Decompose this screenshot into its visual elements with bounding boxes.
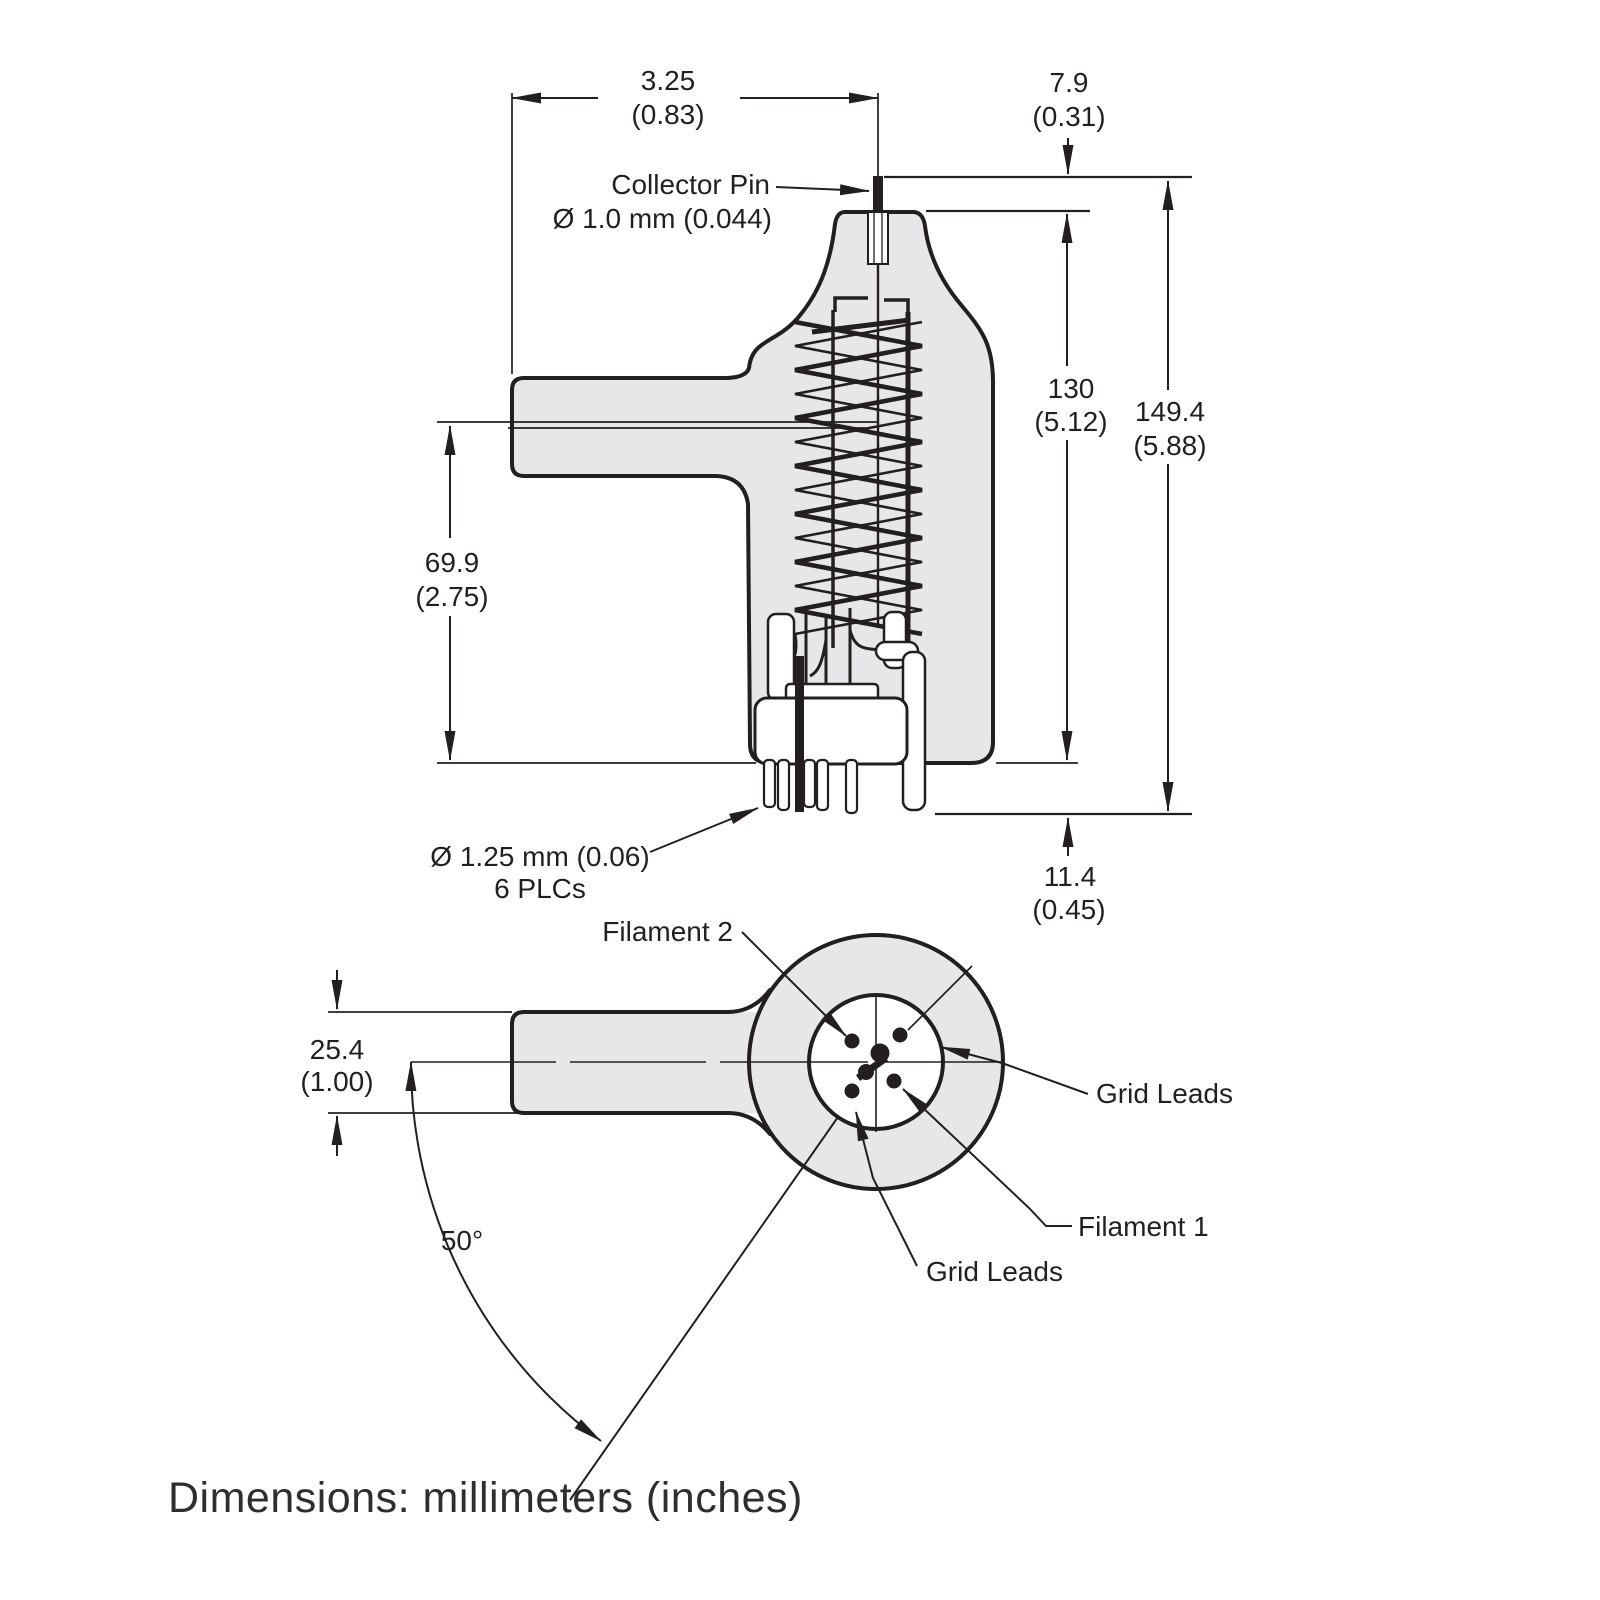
collector-pin-label <box>553 169 869 234</box>
filament2-label: Filament 2 <box>602 916 733 947</box>
dim-width <box>512 65 878 130</box>
dim-tube-in: (1.00) <box>300 1066 374 1097</box>
dim-width-mm: 3.25 <box>640 65 696 96</box>
dim-port-to-base-mm: 69.9 <box>424 547 480 578</box>
collector-lead-pin <box>795 656 804 812</box>
pin-diameter-label <box>430 808 758 904</box>
side-view <box>415 65 1206 925</box>
dim-pin-top-in: (0.31) <box>1032 101 1106 132</box>
angle-arc <box>411 1062 601 1441</box>
filament1-lead-dot <box>887 1074 902 1089</box>
angle-radial-line <box>570 1117 838 1500</box>
grid-lead-dot-lower <box>845 1084 860 1099</box>
grid-leads-bottom-label: Grid Leads <box>926 1256 1063 1287</box>
filament2-lead-dot <box>845 1034 860 1049</box>
dim-pin-protrusion-in: (0.45) <box>1032 894 1106 925</box>
dim-glass-height-mm: 130 <box>1047 373 1095 404</box>
dim-width-in: (0.83) <box>631 99 705 130</box>
pin-diameter-label-line2: 6 PLCs <box>494 873 586 904</box>
dim-pin-protrusion-mm: 11.4 <box>1043 861 1097 892</box>
dim-overall-height <box>1133 181 1206 811</box>
dim-overall-height-in: (5.88) <box>1133 430 1207 461</box>
grid-leads-right-label: Grid Leads <box>1096 1078 1233 1109</box>
dim-port-to-base-in: (2.75) <box>415 581 489 612</box>
stem-press <box>755 698 907 764</box>
caption: Dimensions: millimeters (inches) <box>168 1474 803 1522</box>
dim-tube <box>300 970 540 1156</box>
dim-glass-height-in: (5.12) <box>1034 406 1108 437</box>
dim-pin-top-mm: 7.9 <box>1049 67 1089 98</box>
collector-pin-label-line1: Collector Pin <box>611 169 770 200</box>
pin-diameter-label-line1: Ø 1.25 mm (0.06) <box>430 841 650 872</box>
dim-pin-protrusion <box>1032 818 1105 925</box>
filament1-label: Filament 1 <box>1078 1211 1209 1242</box>
dim-overall-height-mm: 149.4 <box>1134 396 1206 427</box>
dim-glass-height <box>1034 214 1107 760</box>
dim-pin-top <box>1032 67 1105 174</box>
dim-port-to-base <box>415 426 488 760</box>
bottom-view <box>300 916 1233 1500</box>
angle-value: 50° <box>440 1225 484 1256</box>
collector-pin-label-line2: Ø 1.0 mm (0.044) <box>552 203 772 234</box>
grid-lead-dot-upper <box>893 1028 908 1043</box>
dim-tube-mm: 25.4 <box>309 1034 365 1065</box>
